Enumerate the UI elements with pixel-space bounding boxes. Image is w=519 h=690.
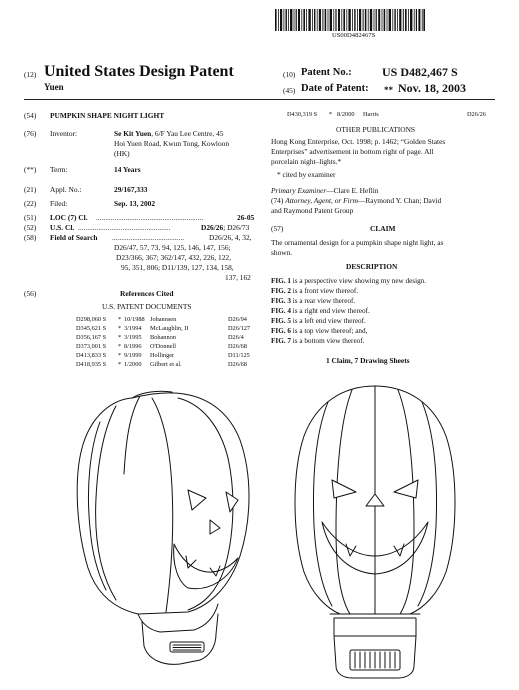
loc-leader: .......................................................... <box>96 213 204 222</box>
fig-description: FIG. 3 is a rear view thereof. <box>271 297 356 305</box>
code-56: (56) <box>24 289 37 298</box>
code-term: (**) <box>24 165 37 174</box>
claim-line-1: The ornamental design for a pumpkin shape night light, as <box>271 238 444 247</box>
inventor-label: Inventor: <box>50 129 78 138</box>
reference-row-top: D430,319 S * 8/2000 Harris D26/26 <box>287 111 486 118</box>
uscl-leader: .................................................. <box>78 223 171 232</box>
date-label: Date of Patent: <box>301 83 369 94</box>
inventor-address-2: Hoi Yuen Road, Kwun Tong, Kowloon <box>114 139 230 148</box>
attorney-line-2: and Raymond Patent Group <box>271 206 354 215</box>
header-rule <box>24 99 495 100</box>
reference-row: D345,621 S * 3/1994 McLaughlin, II D26/127 <box>76 325 251 332</box>
pub-line-2: Enterprises” advertisement in bottom right of page. All <box>271 147 434 156</box>
examiner-value: —Clare E. Heflin <box>326 186 379 195</box>
pumpkin-perspective-drawing <box>60 378 260 678</box>
code-22: (22) <box>24 199 37 208</box>
field-leader: ....................................... <box>112 233 185 242</box>
code-10: (10) <box>283 70 296 79</box>
code-12: (12) <box>24 70 37 79</box>
field-label: Field of Search <box>50 233 98 242</box>
other-pubs-heading: OTHER PUBLICATIONS <box>336 125 416 134</box>
claims-sheets: 1 Claim, 7 Drawing Sheets <box>326 356 410 365</box>
fig-description: FIG. 2 is a front view thereof. <box>271 287 359 295</box>
code-21: (21) <box>24 185 37 194</box>
inventor-name: Se Kit Yuen <box>114 129 152 138</box>
code-52: (52) <box>24 223 37 232</box>
patent-type-title: United States Design Patent <box>44 63 234 80</box>
inventor-address-3: (HK) <box>114 149 130 158</box>
reference-row: D298,060 S * 10/1988 Johannsen D26/94 <box>76 316 247 323</box>
inventor-short: Yuen <box>44 82 64 92</box>
inventor-address-1: , 6/F Yau Lee Centre, 45 <box>151 129 224 138</box>
code-57: (57) <box>271 224 284 233</box>
uscl-value-rest: ; D26/73 <box>223 223 250 232</box>
fig-description: FIG. 6 is a top view thereof; and, <box>271 327 368 335</box>
pumpkin-front-drawing <box>290 380 460 682</box>
attorney-value: —Raymond Y. Chan; David <box>357 196 442 205</box>
code-58: (58) <box>24 233 37 242</box>
barcode-number: US00D482467S <box>332 32 376 39</box>
field-line-1: D26/26, 4, 32, <box>209 233 252 242</box>
refs-heading: References Cited <box>120 289 174 298</box>
us-docs-heading: U.S. PATENT DOCUMENTS <box>102 302 192 311</box>
fig-description: FIG. 7 is a bottom view thereof. <box>271 337 365 345</box>
fig-description: FIG. 5 is a left end view thereof. <box>271 317 366 325</box>
fig-description: FIG. 4 is a right end view thereof. <box>271 307 370 315</box>
field-line-5: 137, 162 <box>225 273 251 282</box>
code-54: (54) <box>24 111 37 120</box>
fig-description: FIG. 1 is a perspective view showing my new design. <box>271 277 427 285</box>
pub-line-3: porcelain night–lights.* <box>271 157 342 166</box>
invention-title: PUMPKIN SHAPE NIGHT LIGHT <box>50 111 165 120</box>
code-51: (51) <box>24 213 37 222</box>
patent-no-label: Patent No.: <box>301 67 352 78</box>
reference-row: D418,935 S * 1/2000 Gilbert et al. D26/68 <box>76 361 247 368</box>
barcode <box>275 9 425 31</box>
claim-line-2: shown. <box>271 248 293 257</box>
filed-value: Sep. 13, 2002 <box>114 199 156 208</box>
uscl-label: U.S. Cl. <box>50 223 75 232</box>
patent-number: US D482,467 S <box>382 65 458 79</box>
field-line-3: D23/366, 367; 362/147, 432, 226, 122, <box>116 253 231 262</box>
reference-row: D356,167 S * 3/1995 Bohannon D26/4 <box>76 334 244 341</box>
date-marker: ** <box>384 85 393 95</box>
field-line-4: 95, 351, 806; D11/139, 127, 134, 158, <box>121 263 234 272</box>
code-74: (74) <box>271 196 284 205</box>
term-value: 14 Years <box>114 165 141 174</box>
attorney-label: Attorney, Agent, or Firm <box>285 196 358 205</box>
uscl-value-bold: D26/26 <box>201 223 224 232</box>
appl-label: Appl. No.: <box>50 185 82 194</box>
claim-heading: CLAIM <box>370 224 396 233</box>
field-line-2: D26/47, 57, 73, 94, 125, 146, 147, 156; <box>114 243 231 252</box>
loc-label: LOC (7) Cl. <box>50 213 88 222</box>
appl-value: 29/167,333 <box>114 185 148 194</box>
code-45: (45) <box>283 86 296 95</box>
description-heading: DESCRIPTION <box>346 262 398 271</box>
code-76: (76) <box>24 129 37 138</box>
patent-date: Nov. 18, 2003 <box>398 81 467 95</box>
pub-line-1: Hong Kong Enterprise, Oct. 1998; p. 1462; “Golden States <box>271 137 446 146</box>
examiner-label: Primary Examiner <box>271 186 327 195</box>
term-label: Term: <box>50 165 68 174</box>
filed-label: Filed: <box>50 199 68 208</box>
cited-note: * cited by examiner <box>277 170 336 179</box>
reference-row: D413,833 S * 9/1999 Hollinger D11/125 <box>76 352 250 359</box>
reference-row: D373,001 S * 8/1996 O'Donnell D26/68 <box>76 343 247 350</box>
loc-value: 26-05 <box>237 213 255 222</box>
